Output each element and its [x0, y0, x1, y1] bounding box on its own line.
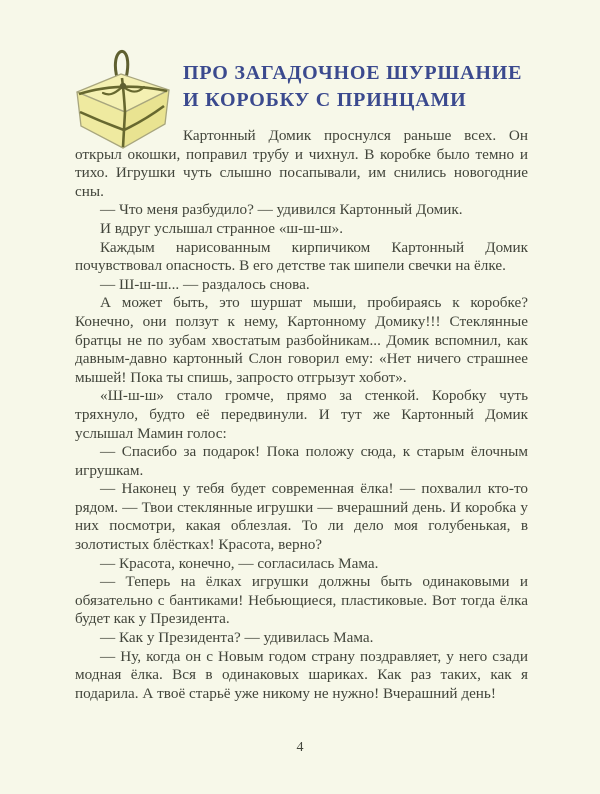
- paragraph: Каждым нарисованным кирпичиком Картонный Домик почувствовал опасность. В его детстве так шипели свечки на ёлке.: [75, 238, 528, 275]
- paragraph: — Красота, конечно, — согласилась Мама.: [100, 554, 379, 572]
- paragraph: А может быть, это шуршат мыши, пробираясь к коробке? Конечно, они ползут к нему, Картонному Домику!!! Стеклянные братцы не по зубам хвостатым разбойникам... Домик вспомнил, как давным-давно картонный Слон говорил ему: «Нет ничего страшнее мышей! Пока ты спишь, запросто отгрызут хобот».: [75, 294, 528, 386]
- paragraph: — Теперь на ёлках игрушки должны быть одинаковыми и обязательно с бантиками! Небьющиеся, пластиковые. Вот тогда ёлка будет как у Президента.: [75, 573, 528, 628]
- paragraph: — Ш-ш-ш... — раздалось снова.: [100, 275, 310, 293]
- paragraph: И вдруг услышал странное «ш-ш-ш».: [100, 219, 344, 237]
- paragraph: — Что меня разбудило? — удивился Картонный Домик.: [100, 201, 463, 219]
- page-number: 4: [296, 740, 304, 756]
- paragraph: «Ш-ш-ш» стало громче, прямо за стенкой. Коробку чуть тряхнуло, будто её передвинули. И тут же Картонный Домик услышал Мамин голос:: [75, 387, 528, 442]
- parcel-illustration: [75, 36, 183, 142]
- paragraph: — Как у Президента? — удивилась Мама.: [100, 629, 374, 647]
- chapter-title-line-2: И КОРОБКУ С ПРИНЦАМИ: [183, 89, 467, 111]
- paragraph: — Ну, когда он с Новым годом страну поздравляет, у него сзади модная ёлка. Вся в одинаковых шариках. Как раз таких, как я подарила. А твоё старьё уже никому не нужно! Вчерашний день!: [75, 647, 528, 702]
- wrapped-parcel-icon: [67, 34, 181, 154]
- paragraph: — Наконец у тебя будет современная ёлка! — похвалил кто-то рядом. — Твои стеклянные игрушки — вчерашний день. И коробка у них посмотри, какая облезлая. То ли дело моя голубенькая, в золотистых блёстках! Красота, верно?: [75, 480, 528, 554]
- chapter-title-line-1: ПРО ЗАГАДОЧНОЕ ШУРШАНИЕ: [183, 62, 523, 84]
- paragraph: Картонный Домик проснулся раньше всех. Он открыл окошки, поправил трубу и чихнул. В коробке было темно и тихо. Игрушки чуть слышно посапывали, им снились новогодние сны.: [75, 127, 528, 200]
- paragraph: — Спасибо за подарок! Пока положу сюда, к старым ёлочным игрушкам.: [75, 443, 528, 479]
